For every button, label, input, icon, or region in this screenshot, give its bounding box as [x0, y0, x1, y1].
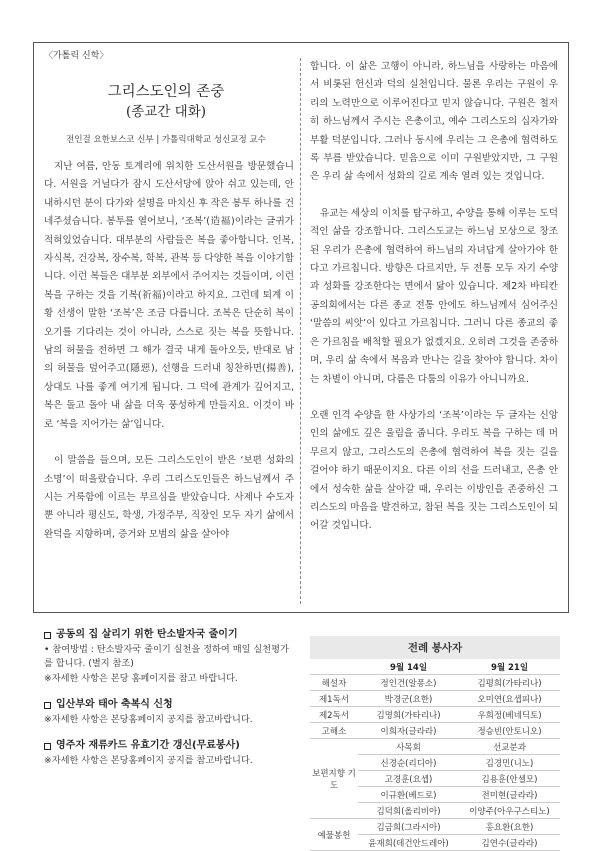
- column-divider: [300, 58, 301, 604]
- paragraph: 합니다. 이 삶은 고행이 아니라, 하느님을 사랑하는 마음에서 비롯된 헌신과 덕의 실천입니다. 물론 우리는 구원이 우리의 노력만으로 이루어진다고 믿지 않습니다. 구원은 철저히 하느님께서 주시는 은총이고, 예수 그리스도의 십자가와 부활 덕분입니다. 그러나 동시에 우리는 그 은총에 협력하도록 부름 받았습니다. 믿음으로 이미 구원받았지만, 그 구원은 우리 삶 속에서 성화의 길로 계속 열려 있는 것입니다.: [310, 61, 558, 183]
- column-label: 〈가톨릭 신학〉: [44, 51, 109, 61]
- paragraph: 이 말씀을 들으며, 모든 그리스도인이 받은 ‘보편 성화의 소명’이 떠올랐습니다. 우리 그리스도인들은 하느님께서 주시는 거룩함에 이르는 부르심을 받았습니다. 사제나 수도자뿐 아니라 평신도, 학생, 가정주부, 직장인 모두 자기 삶에서 완덕을 지향하며, 증거와 모범의 삶을 살아야: [44, 455, 294, 540]
- notices: [44, 628, 292, 780]
- square-bullet-icon: [44, 743, 51, 750]
- article-subtitle: (종교간 대화): [125, 104, 207, 120]
- table-row: 윤재희(데건안드레아) 김연수(글라라): [310, 835, 560, 851]
- schedule-title: 전례 봉사자: [310, 636, 560, 659]
- notice-line: ※자세한 사항은 본당 홈페이지를 참고 바랍니다.: [44, 672, 238, 684]
- table-row: 김덕희(올리비아) 이양주(아우구스티노): [310, 803, 560, 819]
- paragraph: 오랜 인격 수양을 한 사상가의 ‘조복’이라는 두 글자는 신앙인의 삶에도 깊은 울림을 줍니다. 우리도 복을 구하는 데 머무르지 않고, 그리스도의 은총에 협력하여 복을 짓는 길을 걸어야 하기 때문이지요. 다른 이의 선을 드러내고, 은총 안에서 성숙한 삶을 살아갈 때, 우리는 이방인을 존중하신 그리스도의 마음을 발견하고, 참된 복을 짓는 그리스도인이 되어갈 것입니다.: [310, 409, 558, 532]
- table-row: 신경순(리디아) 김경민(니노): [310, 755, 560, 771]
- table-row: 고해소 이희자(글라라) 정승빈(안토니오): [310, 723, 560, 739]
- paragraph: 유교는 세상의 이치를 탐구하고, 수양을 통해 이루는 도덕적인 삶을 강조합니다. 그리스도교는 하느님 모상으로 창조된 우리가 은총에 협력하여 하느님의 자녀답게 살아가야 한다고 가르칩니다. 방향은 다르지만, 두 전통 모두 자기 수양과 성화를 강조한다는 면에서 닮아 있습니다. 제2차 바티칸 공의회에서는 다른 종교 전통 안에도 하느님께서 심어주신 ‘말씀의 씨앗’이 있다고 가르칩니다. 그러니 다른 종교의 좋은 가르침을 배척할 필요가 없겠지요. 오히려 그것을 존중하며, 우리 삶 속에서 복음과 만나는 길을 찾아야 합니다. 차이는 차별이 아니며, 다름은 다툼의 이유가 아니니까요.: [310, 207, 558, 385]
- notice-line: ※자세한 사항은 본당홈페이지 공지를 참고바랍니다.: [44, 713, 253, 725]
- notice-heading: 입산부와 태아 축복식 신청: [56, 699, 173, 710]
- article-right-column: [310, 58, 558, 536]
- notice-residence-card: [44, 739, 292, 768]
- offering-label: 예물봉헌: [310, 819, 358, 851]
- table-row: 고경훈(요셉) 김용훈(안셀모): [310, 771, 560, 787]
- table-row: 보편지향 기 도 사목회 선교분과: [310, 739, 560, 755]
- table-row: 이규환(베드로) 전미현(글라라): [310, 787, 560, 803]
- square-bullet-icon: [44, 632, 51, 639]
- paragraph: 지난 여름, 안동 토계리에 위치한 도산서원을 방문했습니다. 서원을 거닐다가 잠시 도산서당에 앉아 쉬고 있는데, 안내하시던 분이 다가와 설명을 마치신 후 작은 봉투 하나를 건네주셨습니다. 봉투를 열어보니, ‘조복’(造福)이라는 글귀가 적혀있었습니다. 대부분의 사람들은 복을 좋아합니다. 인복, 자식복, 건강복, 장수복, 학복, 관복 등 다양한 복을 이야기합니다. 이런 복들은 대부분 외부에서 주어지는 것들이며, 이런 복을 구하는 것을 기복(祈福)이라고 하지요. 그런데 퇴계 이황 선생이 말한 ‘조복’은 조금 다릅니다. 조복은 단순히 복이 오기를 기다리는 것이 아니라, 스스로 짓는 복을 뜻합니다. 남의 허물을 전하면 그 해가 결국 내게 돌아오듯, 반대로 남의 허물을 덮어주고(隱惡), 선행을 드러내 칭찬하면(揚善), 상대도 나를 좋게 여기게 됩니다. 그 덕에 관계가 깊어지고, 복은 돌고 돌아 내 삶을 더욱 풍성하게 만들지요. 이것이 바로 ‘복을 지어가는 삶’입니다.: [44, 161, 294, 430]
- notice-heading: 공동의 집 살리기 위한 탄소발자국 줄이기: [56, 629, 238, 640]
- schedule-date: 9월 14일: [358, 659, 459, 675]
- article-author: 전인걸 요한보스코 신부 | 가톨릭대학교 성신교정 교수: [66, 135, 266, 145]
- article-title: 그리스도인의 존중: [107, 84, 225, 100]
- liturgy-schedule-table: [310, 636, 560, 851]
- table-row: 예물봉헌 김금희(그라시아) 홍요환(요한): [310, 819, 560, 835]
- notice-blessing: [44, 698, 292, 727]
- table-row: 해설자 정인건(알퐁소) 김평희(가타리나): [310, 675, 560, 691]
- schedule-date: 9월 21일: [459, 659, 560, 675]
- article-left-column: [44, 158, 294, 544]
- square-bullet-icon: [44, 702, 51, 709]
- table-row: 제1독서 박경군(요한) 오미연(요셉피나): [310, 691, 560, 707]
- notice-carbon: [44, 628, 292, 686]
- bulletin-prayer-label: 보편지향 기 도: [310, 739, 358, 819]
- table-row: 제2독서 김명희(가타리나) 우희정(베네딕토): [310, 707, 560, 723]
- notice-line: • 참여방법 : 탄소발자국 줄이기 실천을 정하여 매일 실천평가를 합니다. (별지 참조): [44, 643, 289, 669]
- notice-heading: 영주자 재류카드 유효기간 갱신(무료봉사): [56, 740, 240, 751]
- notice-line: ※자세한 사항은 본당홈페이지 공지를 참고바랍니다.: [44, 754, 253, 766]
